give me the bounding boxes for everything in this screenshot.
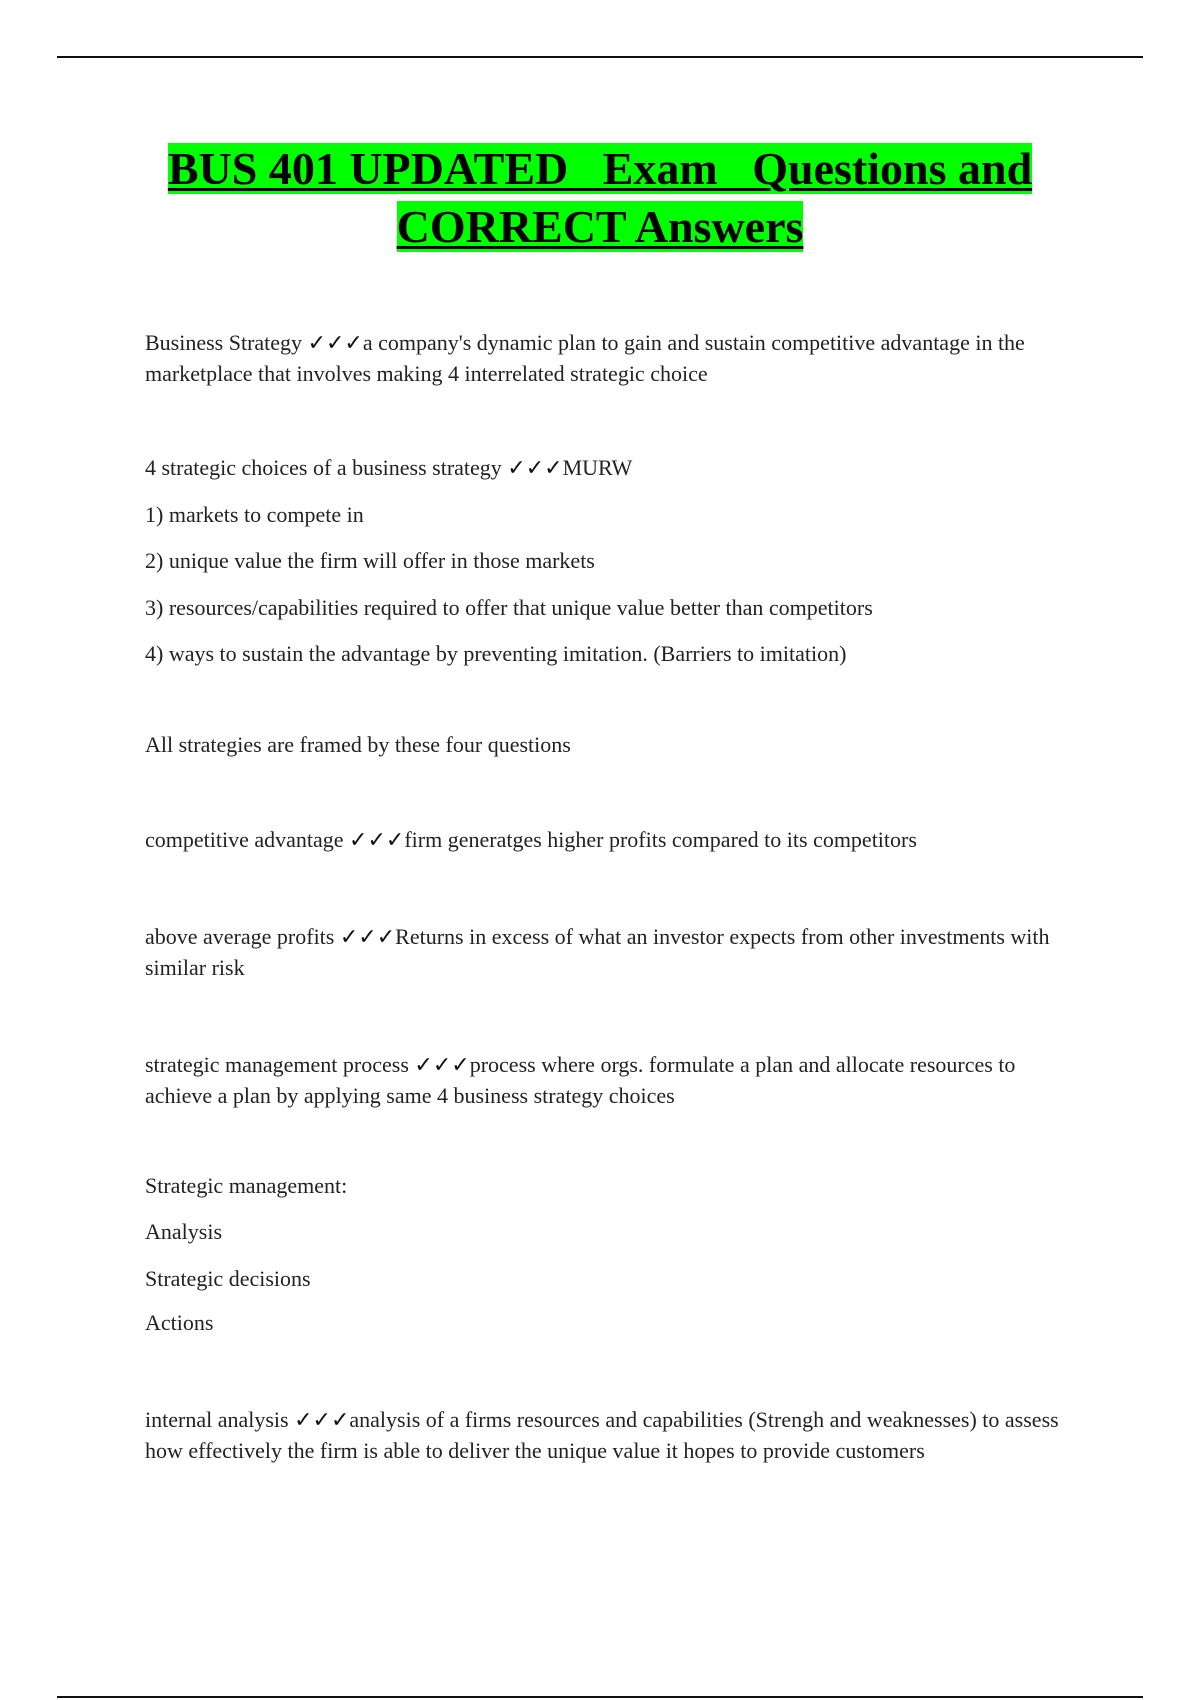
entry-four-choices bbox=[145, 453, 1065, 484]
definition-text: a company's dynamic plan to gain and sustain competitive advantage in the marketplace that involves making 4 interrelated strategic choice bbox=[145, 330, 1025, 386]
list-item: Strategic decisions bbox=[145, 1266, 311, 1291]
title-line-1: BUS 401 UPDATED Exam Questions and bbox=[167, 143, 1033, 194]
list-item: 4) ways to sustain the advantage by preventing imitation. (Barriers to imitation) bbox=[145, 641, 847, 666]
term-text: above average profits bbox=[145, 924, 340, 949]
definition-text: analysis of a firms resources and capabilities (Strengh and weaknesses) to assess how effectively the firm is able to deliver the unique value it hopes to provide customers bbox=[145, 1407, 1059, 1463]
entry-competitive-advantage bbox=[145, 825, 1065, 856]
definition-text: firm generatges higher profits compared to its competitors bbox=[404, 827, 917, 852]
list-item: Actions bbox=[145, 1310, 214, 1335]
list-heading: Strategic management: bbox=[145, 1173, 348, 1198]
list-item: 3) resources/capabilities required to offer that unique value better than competitors bbox=[145, 595, 873, 620]
top-rule bbox=[57, 56, 1143, 58]
triple-check-icon: ✓✓✓ bbox=[414, 1053, 470, 1078]
definition-text: process where orgs. formulate a plan and allocate resources to achieve a plan by applying same 4 business strategy choices bbox=[145, 1052, 1016, 1108]
entry-internal-analysis bbox=[145, 1405, 1065, 1466]
term-text: internal analysis bbox=[145, 1407, 295, 1432]
entry-above-average-profits bbox=[145, 922, 1065, 983]
title-line-2: CORRECT Answers bbox=[396, 201, 804, 252]
bottom-rule bbox=[57, 1696, 1143, 1698]
definition-text: Returns in excess of what an investor expects from other investments with similar risk bbox=[145, 924, 1050, 980]
triple-check-icon: ✓✓✓ bbox=[294, 1408, 350, 1433]
list-item: 1) markets to compete in bbox=[145, 502, 364, 527]
list-item: Analysis bbox=[145, 1219, 222, 1244]
term-text: Business Strategy bbox=[145, 330, 308, 355]
definition-text: MURW bbox=[562, 455, 633, 480]
framed-note: All strategies are framed by these four questions bbox=[145, 732, 571, 757]
document-title bbox=[145, 140, 1055, 256]
triple-check-icon: ✓✓✓ bbox=[307, 331, 363, 356]
entry-strategic-management-process bbox=[145, 1050, 1065, 1111]
entry-business-strategy bbox=[145, 328, 1065, 389]
triple-check-icon: ✓✓✓ bbox=[507, 456, 563, 481]
list-item: 2) unique value the firm will offer in those markets bbox=[145, 548, 595, 573]
triple-check-icon: ✓✓✓ bbox=[339, 925, 396, 950]
term-text: 4 strategic choices of a business strategy bbox=[145, 455, 508, 480]
term-text: strategic management process bbox=[145, 1052, 415, 1077]
term-text: competitive advantage bbox=[145, 827, 350, 852]
triple-check-icon: ✓✓✓ bbox=[349, 828, 405, 853]
